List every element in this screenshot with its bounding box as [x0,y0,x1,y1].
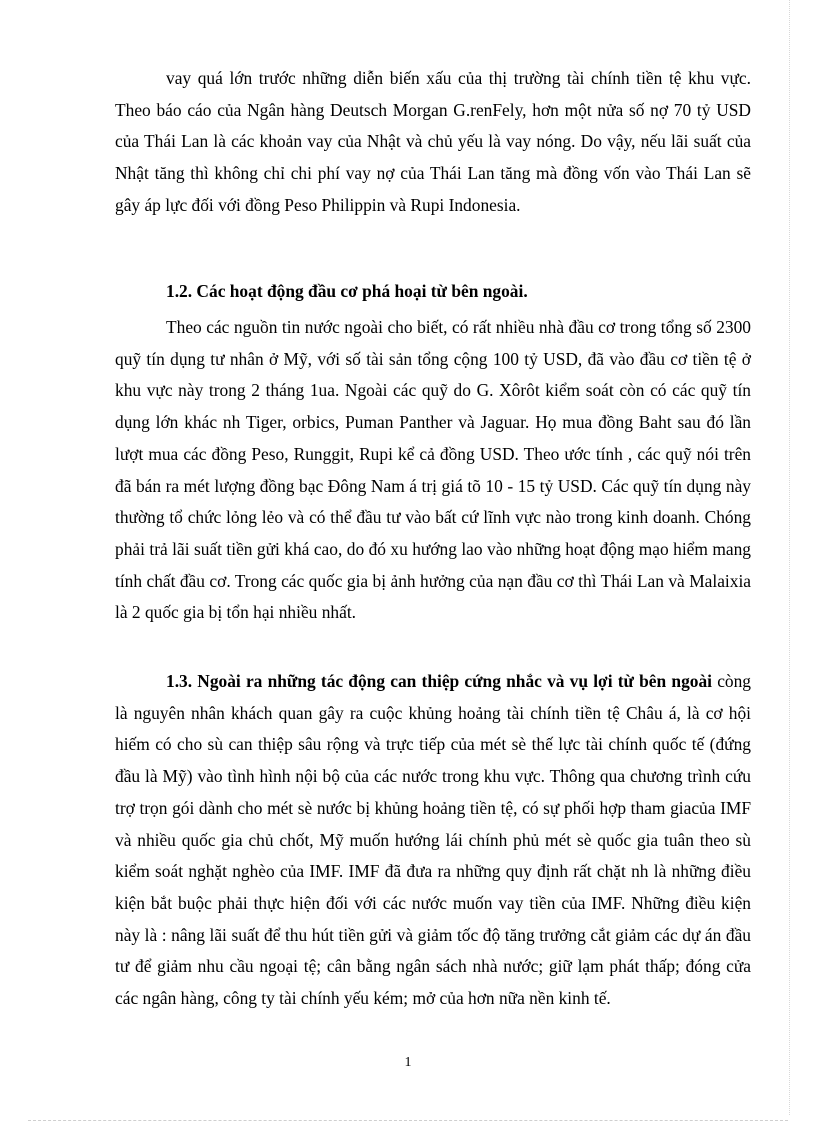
page-margin-guide [789,0,790,1115]
paragraph-1: vay quá lớn trước những diễn biến xấu của thị trường tài chính tiền tệ khu vực. Theo báo cáo của Ngân hàng Deutsch Morgan G.renFely, hơn một nửa số nợ 70 tỷ USD của Thái Lan là các khoản vay của Nhật và chủ yếu là vay nóng. Do vậy, nếu lãi suất của Nhật tăng thì không chỉ chi phí vay nợ của Thái Lan tăng mà đồng vốn vào Thái Lan sẽ gây áp lực đối với đồng Peso Philippin và Rupi Indonesia. [115,68,751,215]
page-number: 1 [404,1055,412,1070]
section-heading-1-3: 1.3. Ngoài ra những tác động can thiệp cứng nhắc và vụ lợi từ bên ngoài [166,671,712,691]
paragraph-2: Theo các nguồn tin nước ngoài cho biết, có rất nhiều nhà đầu cơ trong tổng số 2300 quỹ tín dụng tư nhân ở Mỹ, với số tài sản tổng cộng 100 tỷ USD, đã vào đầu cơ tiền tệ ở khu vực này trong 2 tháng 1ua. Ngoài các quỹ do G. Xôrôt kiểm soát còn có các quỹ tín dụng lớn khác nh Tiger, orbics, Puman Panther và Jaguar. Họ mua đồng Baht sau đó lần lượt mua các đồng Peso, Runggit, Rupi kể cả đồng USD. Theo ước tính , các quỹ nói trên đã bán ra mét lượng đồng bạc Đông Nam á trị giá tõ 10 - 15 tỷ USD. Các quỹ tín dụng này thường tổ chức lỏng lẻo và có thể đầu tư vào bất cứ lĩnh vực nào trong kinh doanh. Chóng phải trả lãi suất tiền gửi khá cao, do đó xu hướng lao vào những hoạt động mạo hiểm mang tính chất đầu cơ. Trong các quốc gia bị ảnh hưởng của nạn đầu cơ thì Thái Lan và Malaixia là 2 quốc gia bị tổn hại nhiều nhất. [115,317,751,623]
paragraph-3-body: còng là nguyên nhân khách quan gây ra cuộc khủng hoảng tài chính tiền tệ Châu á, là cơ hội hiếm có cho sù can thiệp sâu rộng và trực tiếp của mét sè thế lực tài chính quốc tế (đứng đầu là Mỹ) vào tình hình nội bộ của các nước trong khu vực. Thông qua chương trình cứu trợ trọn gói dành cho mét sè nước bị khủng hoảng tiền tệ, có sự phối hợp tham giacủa IMF và nhiều quốc gia chủ chốt, Mỹ muốn hướng lái chính phủ mét sè quốc gia tuân theo sù kiểm soát nghặt nghèo của IMF. IMF đã đưa ra những quy định rất chặt nh là những điều kiện bắt buộc phải thực hiện đối với các nước muốn vay tiền của IMF. Những điều kiện này là : nâng lãi suất để thu hút tiền gửi và giảm tốc độ tăng trưởng cắt giảm các dự án đầu tư để giảm nhu cầu ngoại tệ; cân bằng ngân sách nhà nước; giữ lạm phát thấp; đóng cửa các ngân hàng, công ty tài chính yếu kém; mở của hơn nữa nền kinh tế. [115,671,752,1009]
page-bottom-edge [28,1120,788,1121]
paragraph-3 [115,666,751,1015]
section-heading-1-2: 1.2. Các hoạt động đầu cơ phá hoại từ bên ngoài. [166,281,528,301]
